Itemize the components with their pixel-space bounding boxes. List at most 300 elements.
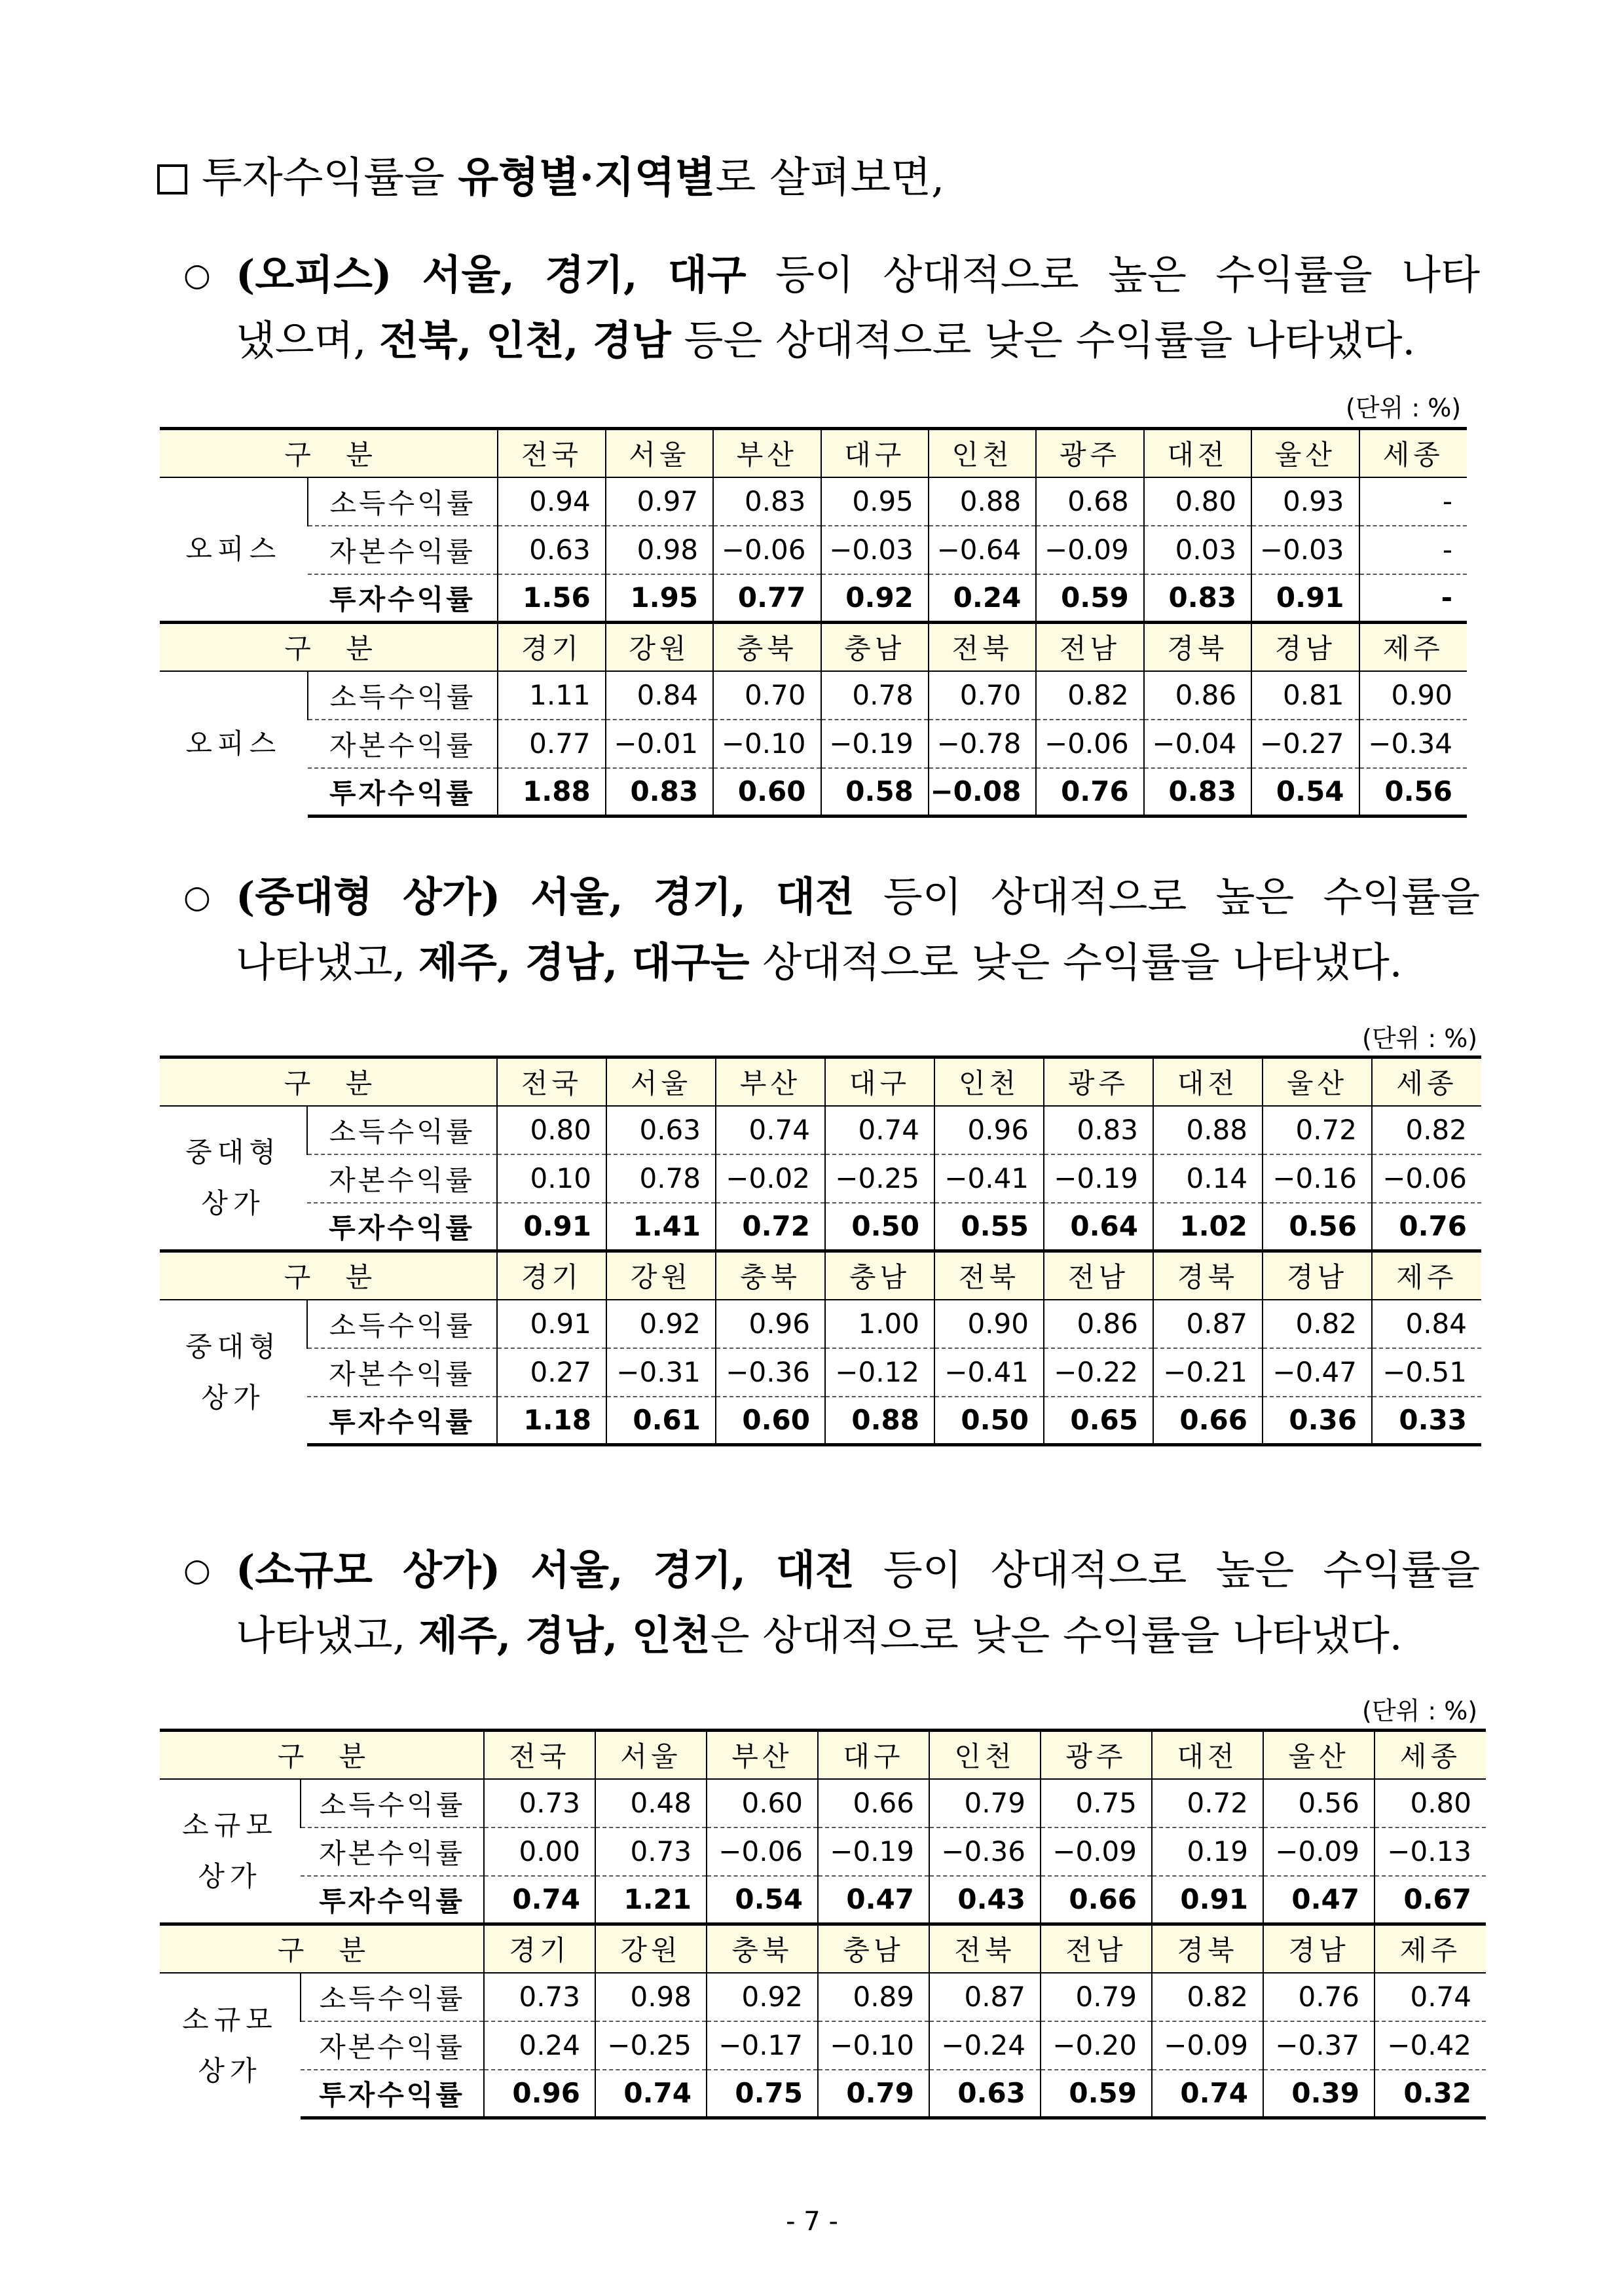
value-cell: 0.91 <box>1251 574 1359 623</box>
row-label: 투자수익률 <box>329 583 475 615</box>
region-header: 부산 <box>713 429 821 477</box>
value-cell: 0.47 <box>818 1876 929 1924</box>
region-header: 서울 <box>606 1057 716 1106</box>
value-cell: 0.80 <box>497 1106 606 1154</box>
region-header: 경남 <box>1263 1251 1372 1300</box>
value-cell: 0.74 <box>825 1106 934 1154</box>
value-cell: −0.78 <box>929 720 1036 768</box>
value-cell: −0.19 <box>821 720 929 768</box>
value-cell: −0.09 <box>1152 2021 1263 2070</box>
region-header: 강원 <box>595 1924 707 1973</box>
region-header: 전국 <box>484 1731 595 1779</box>
para-text: 등이 상대적으로 높은 수익률을 <box>854 873 1480 921</box>
value-cell: 0.96 <box>934 1106 1044 1154</box>
category-label: 소규모 상가 <box>182 2004 278 2087</box>
para-text: 상대적으로 낮은 수익률을 나타냈다. <box>749 938 1403 986</box>
value-cell: −0.31 <box>606 1348 716 1397</box>
table-row <box>160 1973 1486 2021</box>
row-label: 투자수익률 <box>319 1884 465 1917</box>
region-header: 인천 <box>929 1731 1041 1779</box>
value-cell: 0.54 <box>1251 768 1359 817</box>
value-cell: 0.50 <box>934 1397 1044 1445</box>
value-cell: 0.95 <box>821 477 929 526</box>
region-header: 광주 <box>1044 1057 1153 1106</box>
category-label: 소규모 상가 <box>182 1808 278 1892</box>
value-cell: 0.56 <box>1263 1203 1372 1251</box>
region-header: 서울 <box>606 429 713 477</box>
region-header: 강원 <box>606 1251 716 1300</box>
value-cell: 0.86 <box>1044 1300 1153 1348</box>
region-header: 전남 <box>1041 1924 1152 1973</box>
value-cell: 0.66 <box>1041 1876 1152 1924</box>
value-cell: 1.00 <box>825 1300 934 1348</box>
value-cell: 0.61 <box>606 1397 716 1445</box>
value-cell: 1.02 <box>1153 1203 1263 1251</box>
value-cell: 0.59 <box>1041 2070 1152 2118</box>
row-label: 자본수익률 <box>307 1348 497 1397</box>
category-label: 오피스 <box>185 727 282 760</box>
row-label: 투자수익률 <box>301 2070 484 2118</box>
value-cell: 0.48 <box>595 1779 707 1827</box>
value-cell: 0.74 <box>595 2070 707 2118</box>
value-cell: 0.92 <box>821 574 929 623</box>
table-row <box>160 1106 1481 1154</box>
value-cell: 1.56 <box>498 574 605 623</box>
value-cell: 0.36 <box>1263 1397 1372 1445</box>
value-cell: −0.25 <box>825 1154 934 1203</box>
value-cell: 0.83 <box>1044 1106 1153 1154</box>
para-bold: 전북, 인천, 경남 <box>379 316 671 364</box>
value-cell: 0.50 <box>825 1203 934 1251</box>
region-header: 서울 <box>595 1731 707 1779</box>
value-cell: 0.73 <box>484 1779 595 1827</box>
table-row <box>160 526 1467 574</box>
region-header: 세종 <box>1372 1057 1481 1106</box>
value-cell: −0.06 <box>1036 720 1143 768</box>
para-bold: 제주, 경남, 대구는 <box>418 938 750 986</box>
para-bold: (중대형 상가) 서울, 경기, 대전 <box>236 873 855 921</box>
value-cell: 0.74 <box>484 1876 595 1924</box>
value-cell: 0.90 <box>1359 671 1467 720</box>
para-text: 은 상대적으로 낮은 수익률을 나타냈다. <box>710 1611 1403 1659</box>
value-cell: 0.91 <box>1152 1876 1263 1924</box>
table-header-row <box>160 429 1467 477</box>
value-cell: 0.74 <box>1375 1973 1486 2021</box>
value-cell: 1.21 <box>595 1876 707 1924</box>
value-cell: 1.18 <box>497 1397 606 1445</box>
value-cell: 0.94 <box>498 477 605 526</box>
region-header: 경기 <box>497 1251 606 1300</box>
gubun-header: 구 분 <box>160 623 498 671</box>
value-cell: 0.82 <box>1372 1106 1481 1154</box>
value-cell: 0.63 <box>606 1106 716 1154</box>
value-cell: 0.55 <box>934 1203 1044 1251</box>
circle-bullet-icon: ○ <box>183 1552 211 1588</box>
value-cell: 0.68 <box>1036 477 1143 526</box>
table-row <box>160 768 1467 817</box>
circle-bullet-icon: ○ <box>183 879 211 915</box>
unit-label: (단위 : %) <box>1346 394 1462 422</box>
value-cell: −0.24 <box>929 2021 1041 2070</box>
para-text: 등이 상대적으로 높은 수익률을 나타 <box>746 251 1481 299</box>
value-cell: −0.25 <box>595 2021 707 2070</box>
value-cell: 0.19 <box>1152 1827 1263 1876</box>
value-cell: 0.63 <box>929 2070 1041 2118</box>
value-cell: 0.27 <box>497 1348 606 1397</box>
value-cell: 0.93 <box>1251 477 1359 526</box>
value-cell: −0.19 <box>1044 1154 1153 1203</box>
table-row <box>160 671 1467 720</box>
value-cell: 0.87 <box>1153 1300 1263 1348</box>
value-cell: 0.73 <box>484 1973 595 2021</box>
region-header: 대전 <box>1144 429 1251 477</box>
region-header: 대구 <box>818 1731 929 1779</box>
value-cell: 0.76 <box>1036 768 1143 817</box>
value-cell: 0.84 <box>606 671 713 720</box>
value-cell: 0.59 <box>1036 574 1143 623</box>
value-cell: −0.03 <box>821 526 929 574</box>
value-cell: −0.10 <box>713 720 821 768</box>
value-cell: 0.75 <box>1041 1779 1152 1827</box>
table-row <box>160 1203 1481 1251</box>
table-header-row <box>160 1924 1486 1973</box>
value-cell: 0.74 <box>716 1106 825 1154</box>
value-cell: 0.92 <box>707 1973 818 2021</box>
region-header: 대전 <box>1153 1057 1263 1106</box>
value-cell: −0.36 <box>929 1827 1041 1876</box>
region-header: 울산 <box>1251 429 1359 477</box>
value-cell: 0.83 <box>606 768 713 817</box>
value-cell: −0.06 <box>713 526 821 574</box>
region-header: 울산 <box>1263 1731 1375 1779</box>
row-label: 소득수익률 <box>308 671 498 720</box>
value-cell: 0.72 <box>1263 1106 1372 1154</box>
table-row <box>160 2070 1486 2118</box>
region-header: 대구 <box>825 1057 934 1106</box>
para-bold: (오피스) 서울, 경기, 대구 <box>236 251 747 299</box>
value-cell: 0.81 <box>1251 671 1359 720</box>
row-label: 자본수익률 <box>308 720 498 768</box>
value-cell: 0.66 <box>818 1779 929 1827</box>
region-header: 전북 <box>929 1924 1041 1973</box>
value-cell: −0.41 <box>934 1348 1044 1397</box>
value-cell: −0.09 <box>1041 1827 1152 1876</box>
table-row <box>160 1348 1481 1397</box>
value-cell: 0.92 <box>606 1300 716 1348</box>
table-row <box>160 720 1467 768</box>
value-cell: 0.83 <box>1144 768 1251 817</box>
value-cell: 0.87 <box>929 1973 1041 2021</box>
value-cell: 0.82 <box>1152 1973 1263 2021</box>
midlarge-retail-returns-table <box>160 1056 1481 1446</box>
value-cell: 0.91 <box>497 1300 606 1348</box>
value-cell: 0.98 <box>595 1973 707 2021</box>
office-returns-table <box>160 427 1467 818</box>
value-cell: 0.64 <box>1044 1203 1153 1251</box>
value-cell: 0.33 <box>1372 1397 1481 1445</box>
value-cell: 0.77 <box>713 574 821 623</box>
region-header: 충남 <box>825 1251 934 1300</box>
value-cell: 0.47 <box>1263 1876 1375 1924</box>
table-row <box>160 1397 1481 1445</box>
region-header: 대전 <box>1152 1731 1263 1779</box>
row-label: 자본수익률 <box>308 526 498 574</box>
para-text: 나타냈고, <box>236 1611 418 1659</box>
value-cell: −0.06 <box>1372 1154 1481 1203</box>
region-header: 전국 <box>497 1057 606 1106</box>
value-cell: −0.41 <box>934 1154 1044 1203</box>
value-cell: −0.04 <box>1144 720 1251 768</box>
value-cell: 0.89 <box>818 1973 929 2021</box>
paragraph-midlarge-retail <box>183 864 1480 995</box>
region-header: 경기 <box>484 1924 595 1973</box>
value-cell: 0.14 <box>1153 1154 1263 1203</box>
value-cell: −0.01 <box>606 720 713 768</box>
value-cell: −0.12 <box>825 1348 934 1397</box>
region-header: 부산 <box>707 1731 818 1779</box>
value-cell: −0.51 <box>1372 1348 1481 1397</box>
row-label: 소득수익률 <box>307 1300 497 1348</box>
value-cell: 0.74 <box>1152 2070 1263 2118</box>
value-cell: 0.65 <box>1044 1397 1153 1445</box>
row-label: 투자수익률 <box>308 768 498 817</box>
value-cell: −0.09 <box>1263 1827 1375 1876</box>
value-cell: 0.76 <box>1263 1973 1375 2021</box>
paragraph-office <box>183 242 1480 373</box>
value-cell: −0.47 <box>1263 1348 1372 1397</box>
value-cell: −0.09 <box>1036 526 1143 574</box>
value-cell: 0.66 <box>1153 1397 1263 1445</box>
value-cell: 0.80 <box>1375 1779 1486 1827</box>
table-row <box>160 1876 1486 1924</box>
value-cell: 0.98 <box>606 526 713 574</box>
value-cell: 0.63 <box>498 526 605 574</box>
region-header: 충북 <box>713 623 821 671</box>
region-header: 전북 <box>934 1251 1044 1300</box>
value-cell: −0.27 <box>1251 720 1359 768</box>
value-cell: 0.82 <box>1036 671 1143 720</box>
value-cell: 0.10 <box>497 1154 606 1203</box>
value-cell: −0.13 <box>1375 1827 1486 1876</box>
region-header: 강원 <box>606 623 713 671</box>
category-label: 중대형 상가 <box>185 1331 281 1414</box>
region-header: 전남 <box>1036 623 1143 671</box>
region-header: 경남 <box>1251 623 1359 671</box>
value-cell: - <box>1359 526 1467 574</box>
paragraph-small-retail <box>183 1537 1480 1668</box>
heading-text-post: 로 살펴보면, <box>715 154 945 202</box>
unit-label: (단위 : %) <box>1362 1697 1478 1725</box>
region-header: 대구 <box>821 429 929 477</box>
value-cell: 1.95 <box>606 574 713 623</box>
table-header-row <box>160 1251 1481 1300</box>
table-row <box>160 574 1467 623</box>
region-header: 전남 <box>1044 1251 1153 1300</box>
row-label: 자본수익률 <box>301 1827 484 1876</box>
value-cell: 0.84 <box>1372 1300 1481 1348</box>
value-cell: 0.72 <box>1152 1779 1263 1827</box>
row-label: 소득수익률 <box>307 1106 497 1154</box>
small-retail-returns-table <box>160 1729 1486 2120</box>
value-cell: 0.79 <box>1041 1973 1152 2021</box>
value-cell: 0.32 <box>1375 2070 1486 2118</box>
value-cell: 0.96 <box>716 1300 825 1348</box>
row-label: 투자수익률 <box>329 1211 475 1244</box>
value-cell: −0.21 <box>1153 1348 1263 1397</box>
value-cell: 0.67 <box>1375 1876 1486 1924</box>
region-header: 충남 <box>818 1924 929 1973</box>
region-header: 광주 <box>1036 429 1143 477</box>
row-label: 자본수익률 <box>307 1154 497 1203</box>
value-cell: 0.54 <box>707 1876 818 1924</box>
value-cell: −0.36 <box>716 1348 825 1397</box>
region-header: 제주 <box>1372 1251 1481 1300</box>
gubun-header: 구 분 <box>160 1924 484 1973</box>
value-cell: −0.20 <box>1041 2021 1152 2070</box>
value-cell: −0.64 <box>929 526 1036 574</box>
value-cell: 0.78 <box>606 1154 716 1203</box>
region-header: 경남 <box>1263 1924 1375 1973</box>
value-cell: 0.58 <box>821 768 929 817</box>
region-header: 충북 <box>707 1924 818 1973</box>
value-cell: 0.83 <box>713 477 821 526</box>
region-header: 경북 <box>1152 1924 1263 1973</box>
para-text: 등이 상대적으로 높은 수익률을 <box>854 1546 1480 1594</box>
value-cell: 0.77 <box>498 720 605 768</box>
region-header: 충남 <box>821 623 929 671</box>
page-number: - 7 - <box>786 2207 838 2237</box>
circle-bullet-icon: ○ <box>183 257 211 293</box>
value-cell: 0.72 <box>716 1203 825 1251</box>
gubun-header: 구 분 <box>160 1251 497 1300</box>
heading-text-bold: 유형별·지역별 <box>458 153 716 202</box>
value-cell: 0.80 <box>1144 477 1251 526</box>
value-cell: 0.88 <box>929 477 1036 526</box>
value-cell: 0.79 <box>929 1779 1041 1827</box>
value-cell: −0.42 <box>1375 2021 1486 2070</box>
value-cell: 0.97 <box>606 477 713 526</box>
region-header: 부산 <box>716 1057 825 1106</box>
region-header: 경기 <box>498 623 605 671</box>
row-label: 소득수익률 <box>301 1973 484 2021</box>
value-cell: −0.08 <box>929 768 1036 817</box>
value-cell: −0.10 <box>818 2021 929 2070</box>
row-label: 소득수익률 <box>301 1779 484 1827</box>
table-header-row <box>160 623 1467 671</box>
value-cell: 0.75 <box>707 2070 818 2118</box>
row-label: 자본수익률 <box>301 2021 484 2070</box>
region-header: 전북 <box>929 623 1036 671</box>
value-cell: 0.79 <box>818 2070 929 2118</box>
table-row <box>160 477 1467 526</box>
value-cell: −0.22 <box>1044 1348 1153 1397</box>
region-header: 울산 <box>1263 1057 1372 1106</box>
value-cell: 0.24 <box>484 2021 595 2070</box>
category-label: 중대형 상가 <box>185 1135 281 1219</box>
region-header: 세종 <box>1359 429 1467 477</box>
heading-text-pre: 투자수익률을 <box>202 154 458 202</box>
value-cell: 0.00 <box>484 1827 595 1876</box>
value-cell: 0.76 <box>1372 1203 1481 1251</box>
value-cell: 0.03 <box>1144 526 1251 574</box>
row-label: 소득수익률 <box>308 477 498 526</box>
region-header: 세종 <box>1375 1731 1486 1779</box>
value-cell: 0.73 <box>595 1827 707 1876</box>
value-cell: 0.39 <box>1263 2070 1375 2118</box>
gubun-header: 구 분 <box>160 1731 484 1779</box>
value-cell: 0.60 <box>713 768 821 817</box>
region-header: 충북 <box>716 1251 825 1300</box>
table-row <box>160 1827 1486 1876</box>
category-label: 오피스 <box>185 532 282 565</box>
table-row <box>160 1154 1481 1203</box>
value-cell: 0.82 <box>1263 1300 1372 1348</box>
para-bold: (소규모 상가) 서울, 경기, 대전 <box>236 1546 855 1594</box>
gubun-header: 구 분 <box>160 429 498 477</box>
value-cell: - <box>1359 477 1467 526</box>
value-cell: 0.60 <box>716 1397 825 1445</box>
unit-label: (단위 : %) <box>1362 1024 1478 1053</box>
value-cell: 0.86 <box>1144 671 1251 720</box>
row-label: 투자수익률 <box>307 1397 497 1445</box>
value-cell: 0.88 <box>1153 1106 1263 1154</box>
value-cell: −0.19 <box>818 1827 929 1876</box>
value-cell: 0.78 <box>821 671 929 720</box>
value-cell: 0.88 <box>825 1397 934 1445</box>
value-cell: 1.88 <box>498 768 605 817</box>
gubun-header: 구 분 <box>160 1057 497 1106</box>
value-cell: 1.41 <box>606 1203 716 1251</box>
value-cell: - <box>1359 574 1467 623</box>
table-header-row <box>160 1731 1486 1779</box>
para-bold: 제주, 경남, 인천 <box>418 1611 710 1659</box>
value-cell: −0.03 <box>1251 526 1359 574</box>
value-cell: −0.06 <box>707 1827 818 1876</box>
value-cell: −0.37 <box>1263 2021 1375 2070</box>
checkbox-square-icon <box>157 164 187 194</box>
value-cell: 0.90 <box>934 1300 1044 1348</box>
value-cell: 0.91 <box>497 1203 606 1251</box>
region-header: 경북 <box>1144 623 1251 671</box>
table-row <box>160 1779 1486 1827</box>
value-cell: 0.83 <box>1144 574 1251 623</box>
value-cell: −0.02 <box>716 1154 825 1203</box>
value-cell: 0.70 <box>929 671 1036 720</box>
value-cell: 0.56 <box>1359 768 1467 817</box>
table-row <box>160 1300 1481 1348</box>
region-header: 인천 <box>929 429 1036 477</box>
region-header: 경북 <box>1153 1251 1263 1300</box>
value-cell: 0.96 <box>484 2070 595 2118</box>
region-header: 인천 <box>934 1057 1044 1106</box>
value-cell: −0.16 <box>1263 1154 1372 1203</box>
region-header: 전국 <box>498 429 605 477</box>
para-text: 냈으며, <box>236 316 380 364</box>
region-header: 제주 <box>1375 1924 1486 1973</box>
table-row <box>160 2021 1486 2070</box>
para-text: 나타냈고, <box>236 938 418 986</box>
table-header-row <box>160 1057 1481 1106</box>
value-cell: 0.24 <box>929 574 1036 623</box>
value-cell: 0.60 <box>707 1779 818 1827</box>
section-heading <box>157 152 944 204</box>
value-cell: 0.56 <box>1263 1779 1375 1827</box>
value-cell: −0.34 <box>1359 720 1467 768</box>
value-cell: 0.43 <box>929 1876 1041 1924</box>
value-cell: 0.70 <box>713 671 821 720</box>
region-header: 제주 <box>1359 623 1467 671</box>
value-cell: 1.11 <box>498 671 605 720</box>
